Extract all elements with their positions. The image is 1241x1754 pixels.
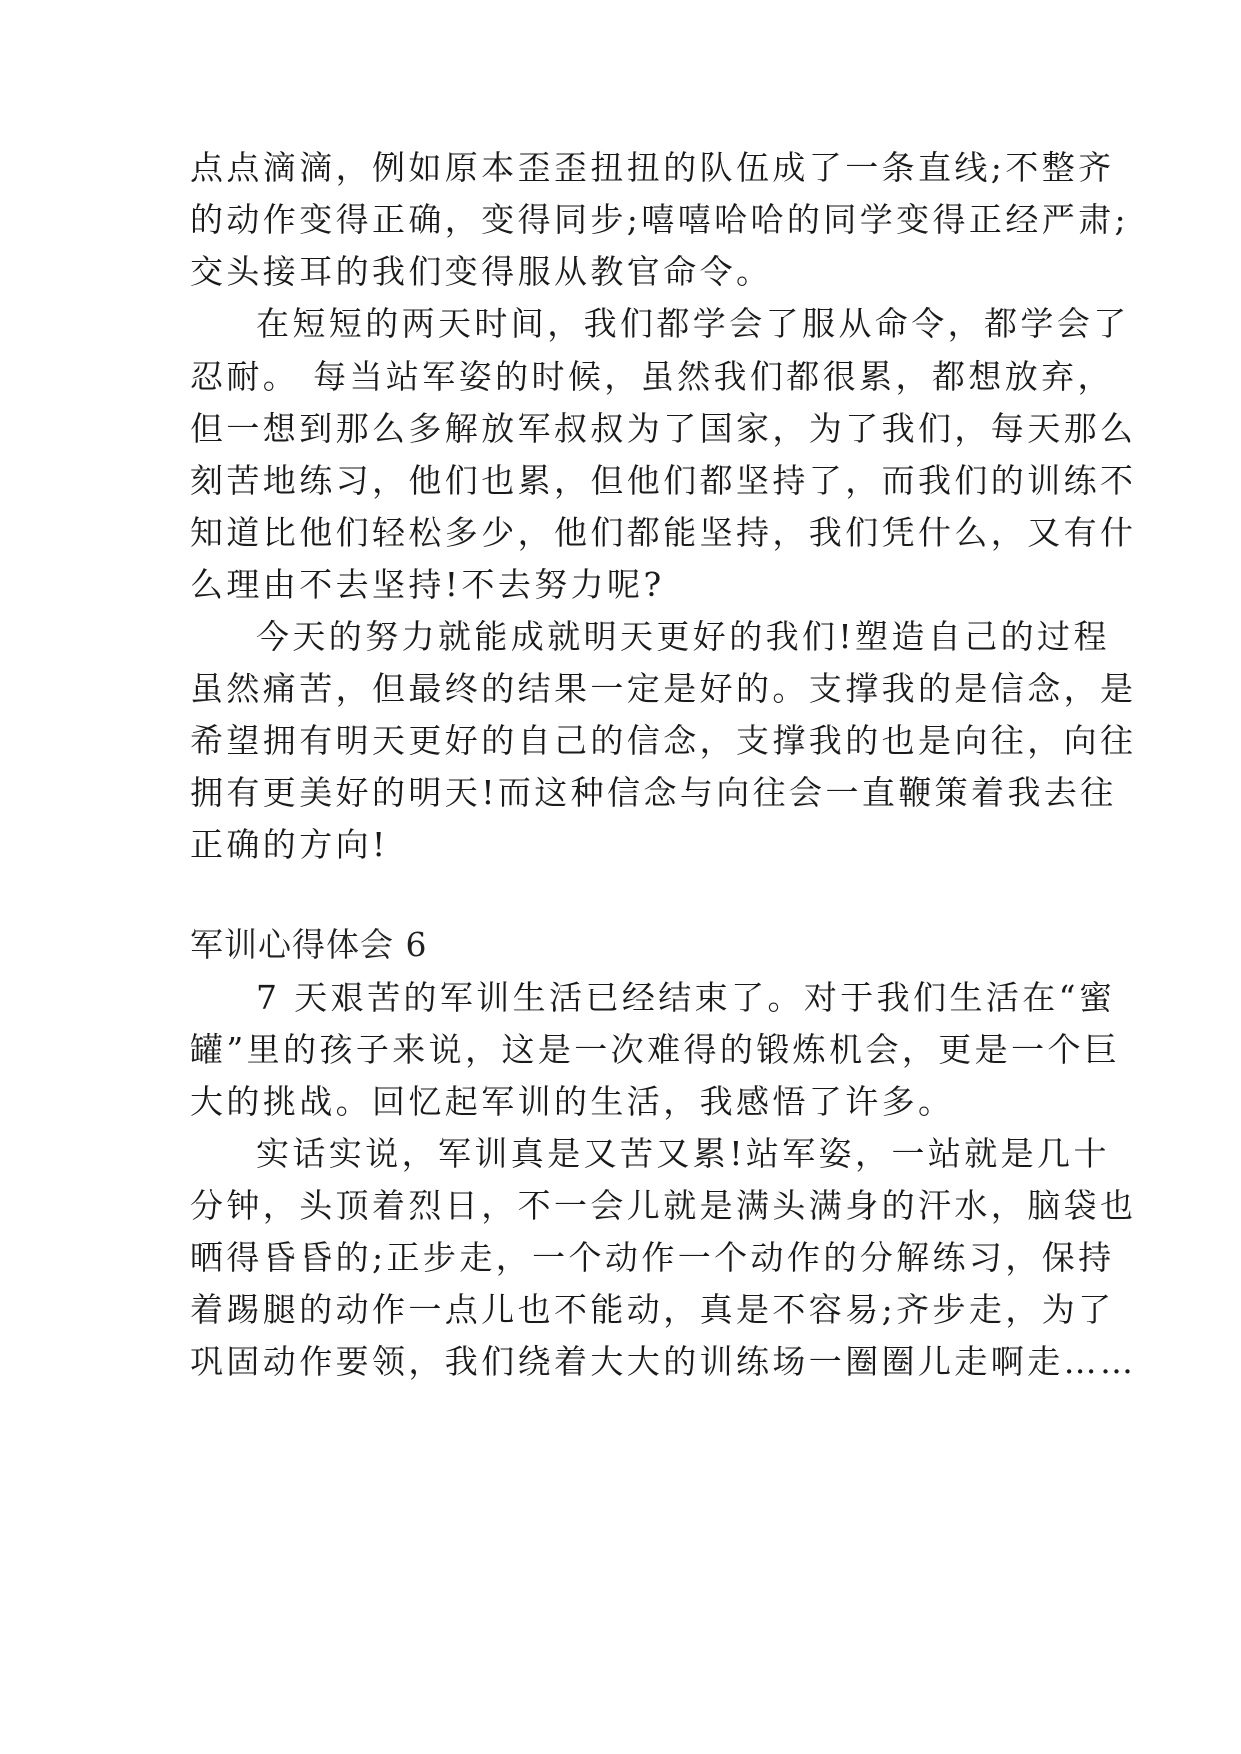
text-line: 知道比他们轻松多少，他们都能坚持，我们凭什么，又有什	[190, 513, 1137, 552]
text-line-indent: 7 天艰苦的军训生活已经结束了。对于我们生活在“蜜	[256, 978, 1116, 1017]
text-line: 虽然痛苦，但最终的结果一定是好的。支撑我的是信念，是	[190, 669, 1137, 708]
text-line: 但一想到那么多解放军叔叔为了国家，为了我们，每天那么	[190, 409, 1137, 448]
text-line: 着踢腿的动作一点儿也不能动，真是不容易;齐步走，为了	[190, 1290, 1115, 1329]
text-line: 忍耐。 每当站军姿的时候，虽然我们都很累，都想放弃，	[190, 357, 1114, 396]
text-line: 分钟，头顶着烈日，不一会儿就是满头满身的汗水，脑袋也	[190, 1186, 1137, 1225]
text-line: 希望拥有明天更好的自己的信念，支撑我的也是向往，向往	[190, 721, 1137, 760]
text-line: 正确的方向!	[190, 825, 389, 864]
text-line-indent: 在短短的两天时间，我们都学会了服从命令，都学会了	[256, 304, 1130, 343]
text-line: 点点滴滴，例如原本歪歪扭扭的队伍成了一条直线;不整齐	[190, 148, 1115, 187]
text-line: 晒得昏昏的;正步走，一个动作一个动作的分解练习，保持	[190, 1238, 1115, 1277]
text-line: 刻苦地练习，他们也累，但他们都坚持了，而我们的训练不	[190, 461, 1137, 500]
text-line: 罐”里的孩子来说，这是一次难得的锻炼机会，更是一个巨	[190, 1030, 1121, 1069]
text-line-indent: 实话实说，军训真是又苦又累!站军姿，一站就是几十	[256, 1134, 1110, 1173]
text-line: 交头接耳的我们变得服从教官命令。	[190, 252, 773, 291]
text-line: 大的挑战。回忆起军训的生活，我感悟了许多。	[190, 1082, 955, 1121]
section-heading: 军训心得体会 6	[190, 925, 428, 964]
text-line: 拥有更美好的明天!而这种信念与向往会一直鞭策着我去往	[190, 773, 1117, 812]
text-line: 么理由不去坚持!不去努力呢?	[190, 565, 665, 604]
text-line: 巩固动作要领，我们绕着大大的训练场一圈圈儿走啊走……	[190, 1342, 1137, 1381]
text-line: 的动作变得正确，变得同步;嘻嘻哈哈的同学变得正经严肃;	[190, 200, 1130, 239]
text-line-indent: 今天的努力就能成就明天更好的我们!塑造自己的过程	[256, 617, 1110, 656]
